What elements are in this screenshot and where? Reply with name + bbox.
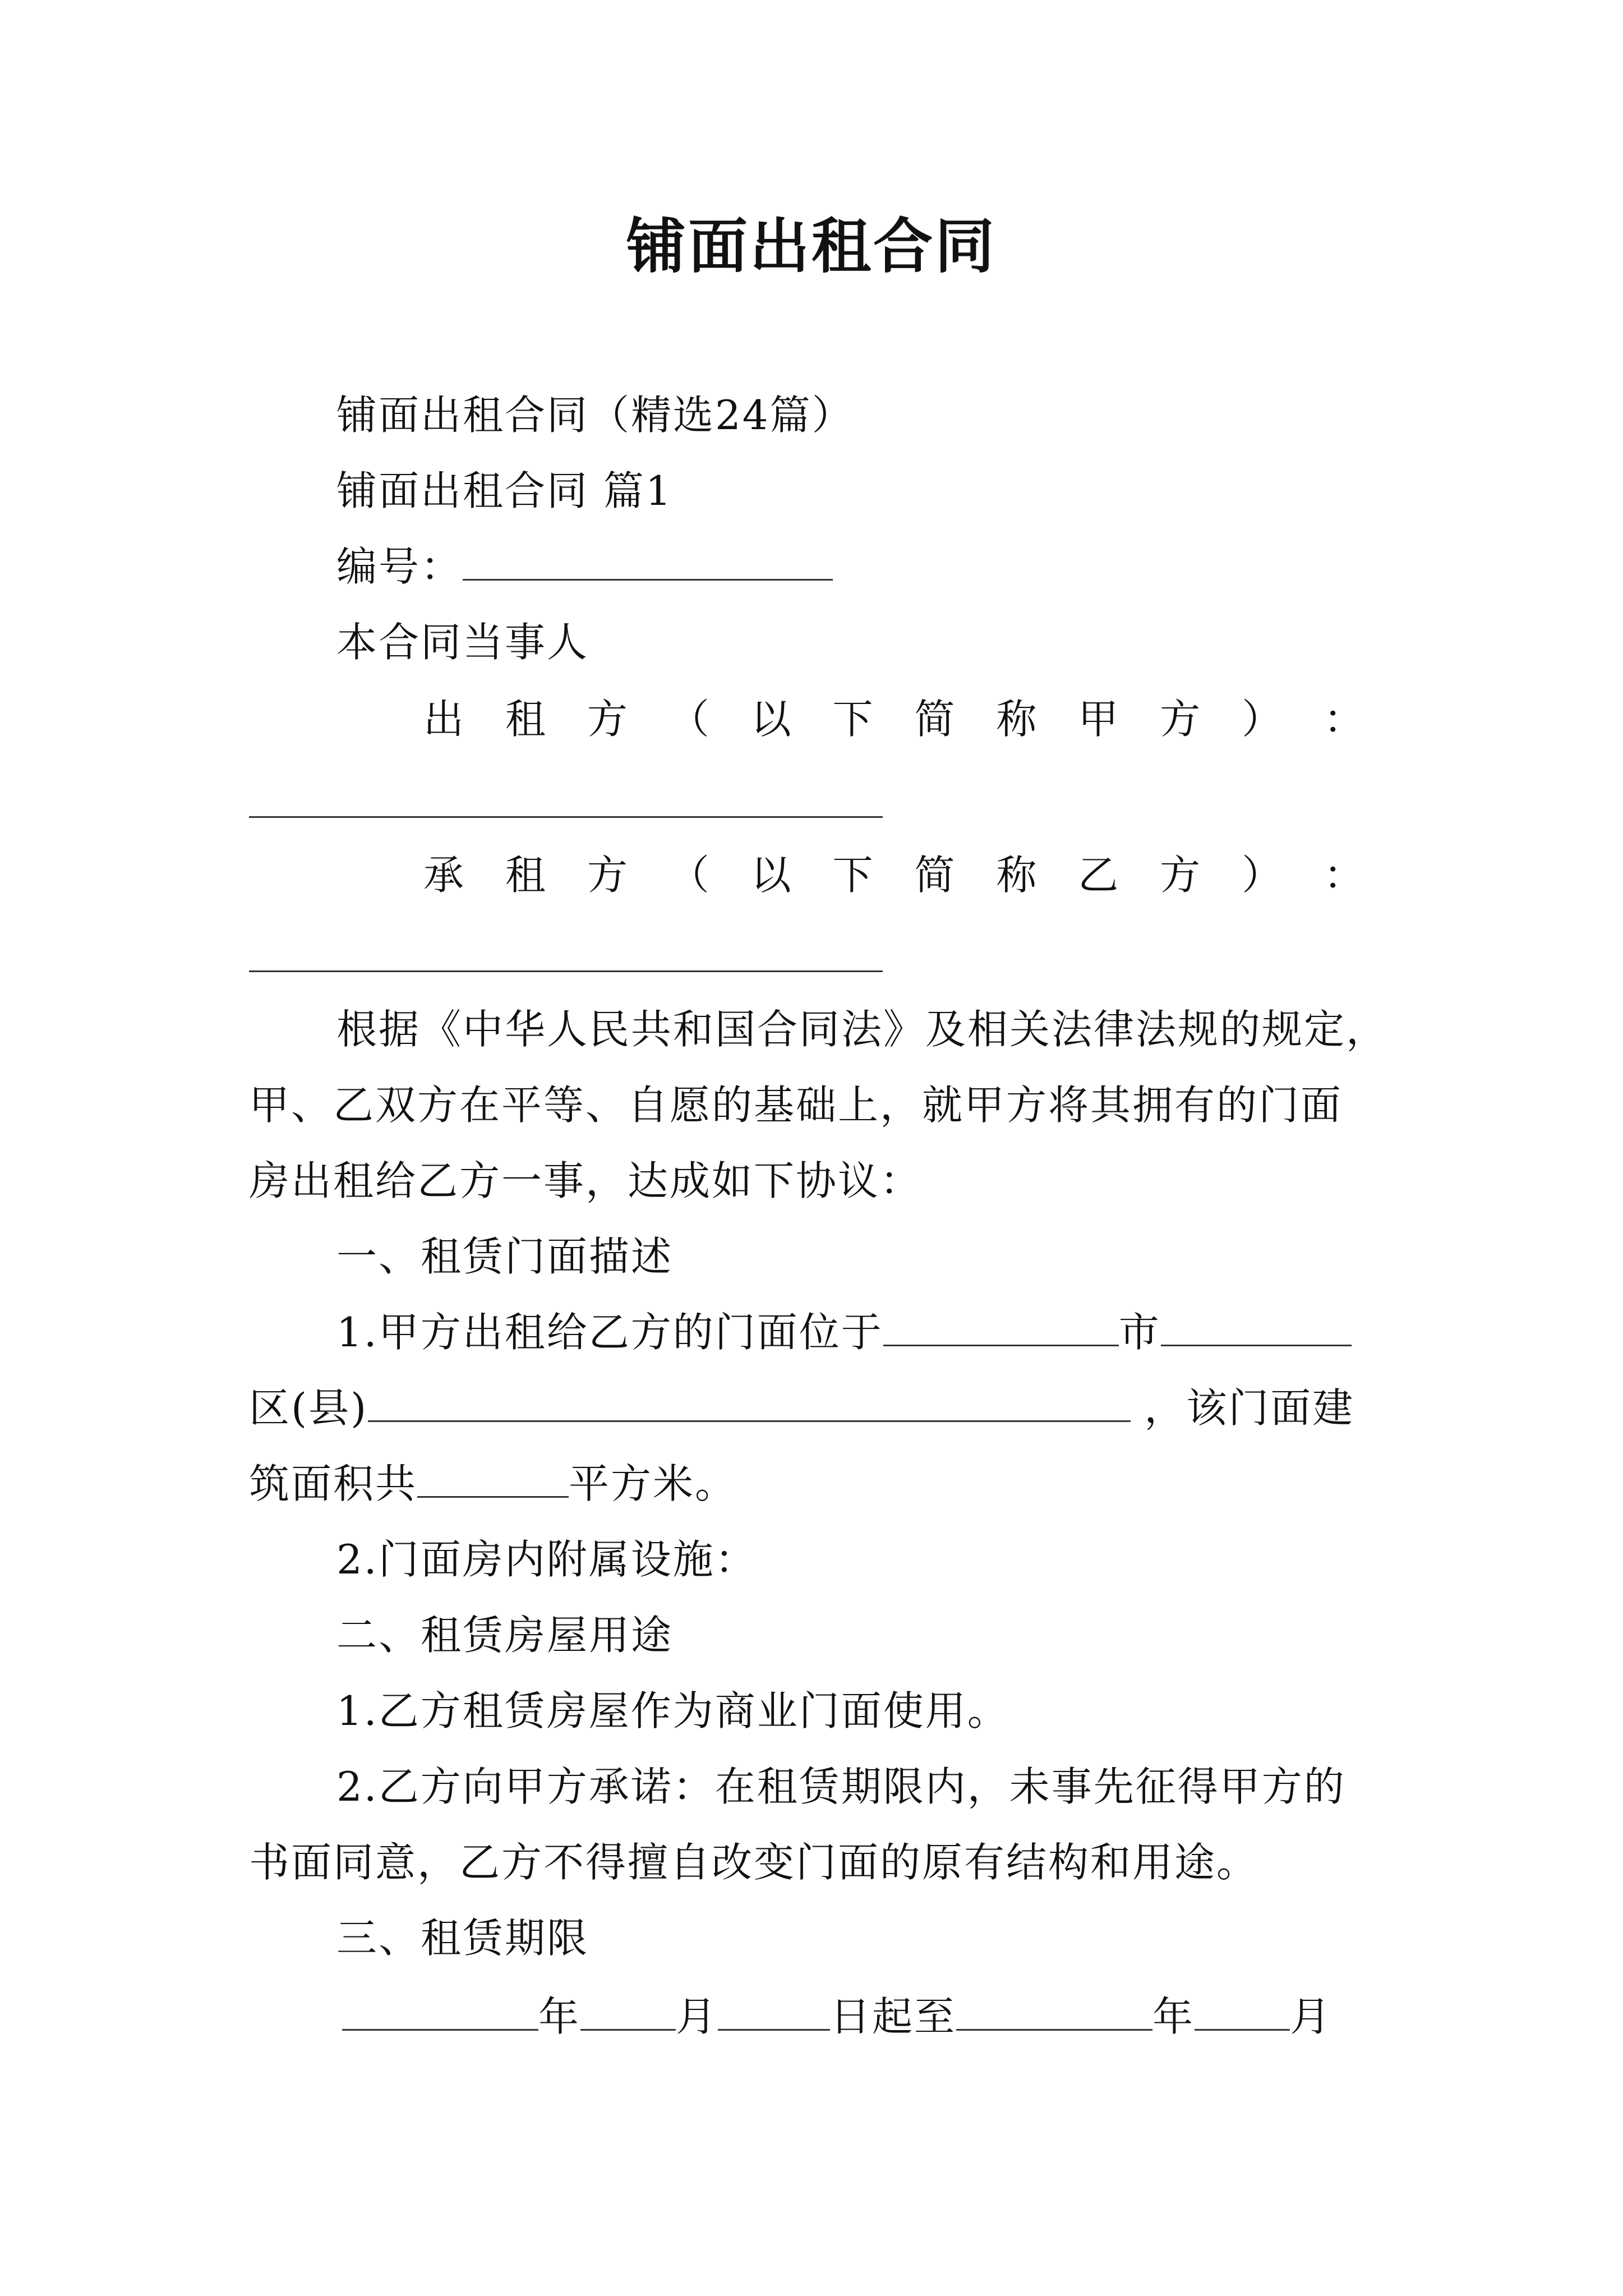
basis-paragraph-line-1: 根据《中华人民共和国合同法》及相关法律法规的规定， bbox=[336, 1006, 1389, 1053]
lessee-char: 方 bbox=[587, 852, 629, 899]
lessor-line bbox=[423, 691, 1366, 747]
item1-location-text: 1.甲方出租给乙方的门面位于 bbox=[336, 1309, 883, 1356]
basis-paragraph-line-3: 房出租给乙方一事，达成如下协议： bbox=[249, 1157, 923, 1204]
basis-paragraph-line-2: 甲、乙双方在平等、自愿的基础上，就甲方将其拥有的门面 bbox=[249, 1082, 1343, 1129]
term-line bbox=[342, 1989, 1332, 2045]
lessee-char: 下 bbox=[832, 852, 875, 899]
item2-facilities: 2.门面房内附属设施： bbox=[336, 1536, 757, 1583]
city-blank bbox=[883, 1304, 1119, 1346]
end-year-blank bbox=[956, 1989, 1152, 2031]
contract-number-label: 编号： bbox=[336, 543, 463, 590]
lessee-char: （ bbox=[668, 852, 711, 899]
use-item-2-line-1: 2.乙方向甲方承诺：在租赁期限内，未事先征得甲方的 bbox=[336, 1763, 1346, 1810]
lessor-char: ： bbox=[1323, 696, 1366, 743]
lessee-char: ） bbox=[1242, 852, 1284, 899]
lessee-char: 简 bbox=[914, 852, 957, 899]
parties-intro: 本合同当事人 bbox=[336, 619, 589, 666]
page-title: 铺面出租合同 bbox=[626, 212, 997, 281]
contract-number-line bbox=[336, 539, 833, 595]
lessor-char: 租 bbox=[505, 696, 547, 743]
section-heading: 铺面出租合同 篇1 bbox=[336, 467, 673, 514]
lessor-char: 以 bbox=[750, 696, 793, 743]
lessor-char: 方 bbox=[1160, 696, 1202, 743]
start-year-blank bbox=[342, 1989, 538, 2031]
end-year-label: 年 bbox=[1152, 1993, 1195, 2040]
lessee-char: 租 bbox=[505, 852, 547, 899]
lessor-char: 下 bbox=[832, 696, 875, 743]
lessor-char: 甲 bbox=[1078, 696, 1121, 743]
lessee-char: 方 bbox=[1160, 852, 1202, 899]
lessor-char: ） bbox=[1242, 696, 1284, 743]
area-unit: 平方米。 bbox=[569, 1460, 737, 1507]
start-month-label: 月 bbox=[676, 1993, 718, 2040]
address-blank bbox=[368, 1380, 1131, 1422]
area-label: 筑面积共 bbox=[249, 1460, 418, 1507]
item1-building-text: ，该门面建 bbox=[1144, 1384, 1355, 1432]
lessee-char: 乙 bbox=[1078, 852, 1121, 899]
heading-2: 二、租赁房屋用途 bbox=[336, 1612, 674, 1659]
district-label: 区(县) bbox=[249, 1384, 368, 1432]
lessor-char: 简 bbox=[914, 696, 957, 743]
district-blank bbox=[1161, 1304, 1352, 1346]
use-item-2-line-2: 书面同意，乙方不得擅自改变门面的原有结构和用途。 bbox=[249, 1839, 1259, 1886]
heading-3: 三、租赁期限 bbox=[336, 1915, 589, 1962]
lessor-blank bbox=[249, 816, 883, 818]
lessee-blank bbox=[249, 970, 883, 972]
end-month-label: 月 bbox=[1290, 1993, 1332, 2040]
area-blank bbox=[417, 1456, 569, 1498]
start-month-blank bbox=[580, 1989, 676, 2031]
lessee-char: 承 bbox=[423, 852, 466, 899]
heading-1: 一、租赁门面描述 bbox=[336, 1233, 674, 1280]
contract-number-blank bbox=[463, 539, 833, 581]
end-month-blank bbox=[1195, 1989, 1290, 2031]
item1-line-1 bbox=[336, 1304, 1352, 1360]
lessor-char: 出 bbox=[423, 696, 466, 743]
lessee-line bbox=[423, 847, 1366, 903]
item1-line-3 bbox=[249, 1456, 737, 1512]
start-year-label: 年 bbox=[538, 1993, 581, 2040]
lessee-char: ： bbox=[1323, 852, 1366, 899]
city-label: 市 bbox=[1118, 1309, 1161, 1356]
lessor-char: （ bbox=[668, 696, 711, 743]
document-subtitle: 铺面出租合同（精选24篇） bbox=[336, 392, 854, 439]
lessee-char: 以 bbox=[750, 852, 793, 899]
start-day-blank bbox=[718, 1989, 830, 2031]
lessee-char: 称 bbox=[996, 852, 1039, 899]
lessor-char: 方 bbox=[587, 696, 629, 743]
lessor-char: 称 bbox=[996, 696, 1039, 743]
start-day-label: 日起至 bbox=[830, 1993, 957, 2040]
item1-line-2 bbox=[249, 1380, 1354, 1436]
use-item-1: 1.乙方租赁房屋作为商业门面使用。 bbox=[336, 1687, 1009, 1734]
